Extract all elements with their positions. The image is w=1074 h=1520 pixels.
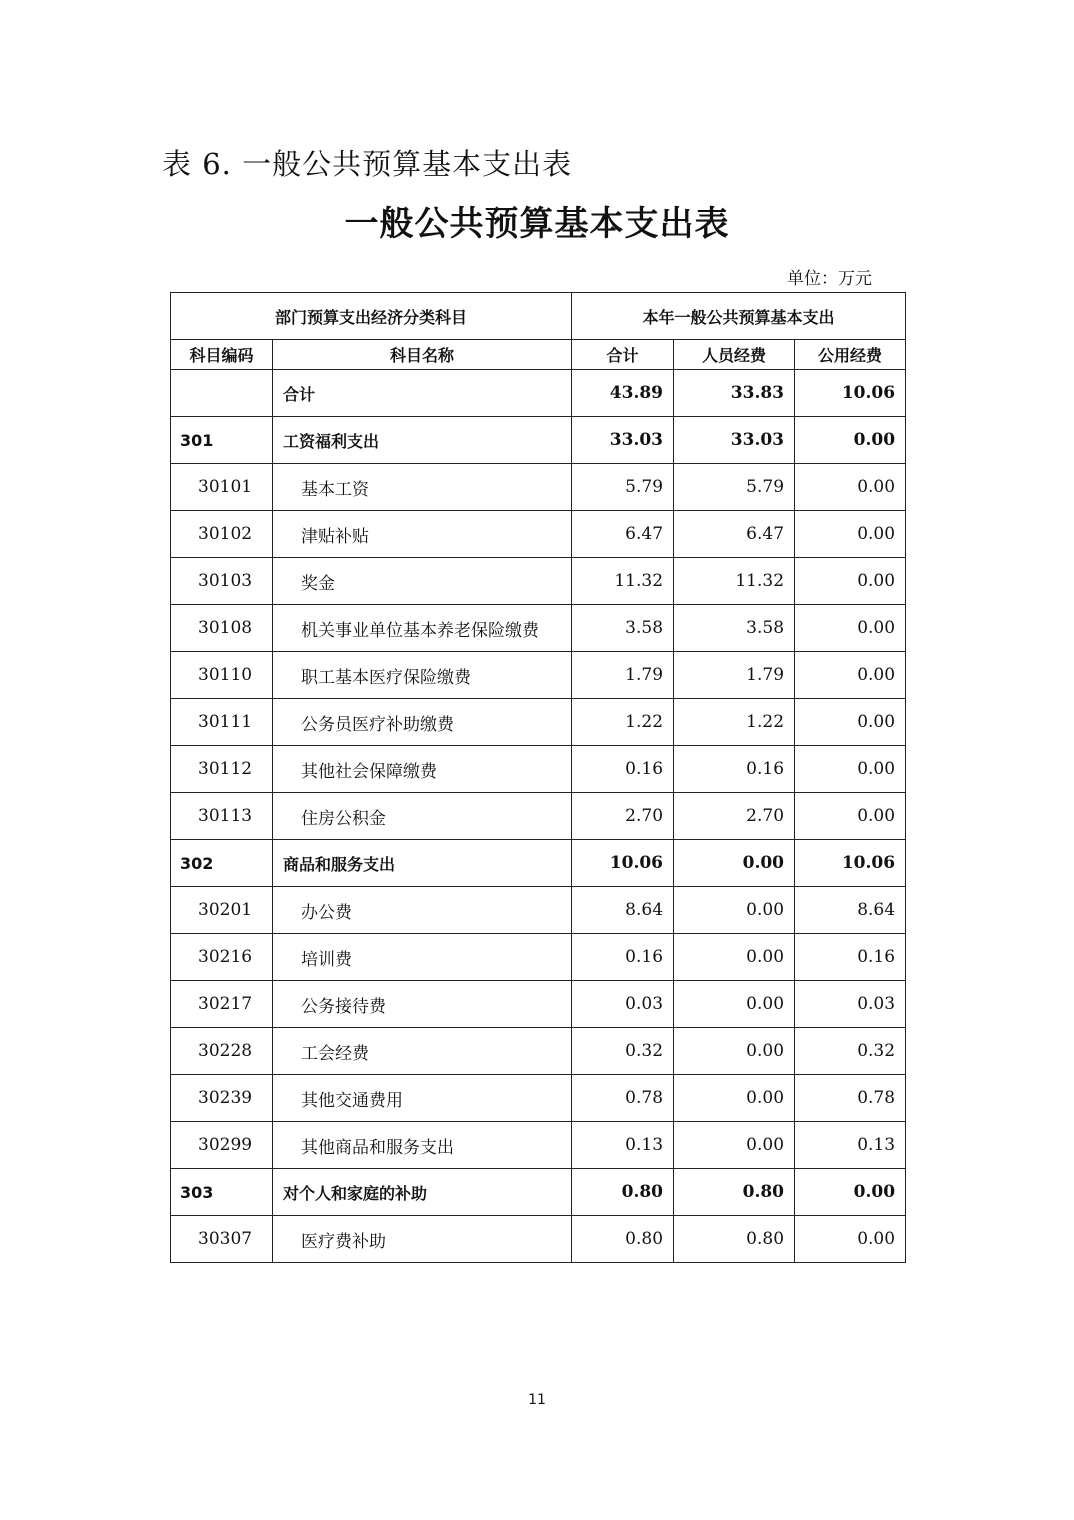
table-row xyxy=(171,1028,906,1075)
row-public: 0.00 xyxy=(795,558,906,605)
table-row xyxy=(171,417,906,464)
row-total: 10.06 xyxy=(572,840,674,887)
row-name: 其他社会保障缴费 xyxy=(273,746,572,793)
row-total: 0.32 xyxy=(572,1028,674,1075)
table-body xyxy=(171,370,906,1263)
row-personnel: 6.47 xyxy=(674,511,795,558)
header-code: 科目编码 xyxy=(171,340,273,370)
row-code: 301 xyxy=(171,417,273,464)
page-title: 一般公共预算基本支出表 xyxy=(344,204,730,244)
row-name: 职工基本医疗保险缴费 xyxy=(273,652,572,699)
row-code: 30113 xyxy=(171,793,273,840)
row-name: 公务接待费 xyxy=(273,981,572,1028)
header-personnel: 人员经费 xyxy=(674,340,795,370)
row-total: 8.64 xyxy=(572,887,674,934)
row-code: 30299 xyxy=(171,1122,273,1169)
row-name: 医疗费补助 xyxy=(273,1216,572,1263)
row-total: 2.70 xyxy=(572,793,674,840)
row-code: 30307 xyxy=(171,1216,273,1263)
row-total: 0.80 xyxy=(572,1216,674,1263)
row-total: 3.58 xyxy=(572,605,674,652)
table-row xyxy=(171,840,906,887)
table-row xyxy=(171,1216,906,1263)
row-personnel: 0.00 xyxy=(674,1122,795,1169)
row-personnel: 0.80 xyxy=(674,1216,795,1263)
row-personnel: 3.58 xyxy=(674,605,795,652)
header-group-right: 本年一般公共预算基本支出 xyxy=(572,293,906,340)
section-heading: 表 6. 一般公共预算基本支出表 xyxy=(162,147,573,181)
table-row xyxy=(171,1075,906,1122)
row-public: 0.00 xyxy=(795,417,906,464)
table-row xyxy=(171,699,906,746)
row-total: 0.13 xyxy=(572,1122,674,1169)
row-personnel: 2.70 xyxy=(674,793,795,840)
row-name: 机关事业单位基本养老保险缴费 xyxy=(273,605,572,652)
budget-table xyxy=(170,292,906,1263)
row-name: 公务员医疗补助缴费 xyxy=(273,699,572,746)
row-personnel: 11.32 xyxy=(674,558,795,605)
table-row xyxy=(171,793,906,840)
row-total: 1.22 xyxy=(572,699,674,746)
row-public: 0.13 xyxy=(795,1122,906,1169)
row-total: 33.03 xyxy=(572,417,674,464)
table-row xyxy=(171,370,906,417)
row-public: 10.06 xyxy=(795,370,906,417)
row-name: 津贴补贴 xyxy=(273,511,572,558)
row-code: 302 xyxy=(171,840,273,887)
row-personnel: 0.00 xyxy=(674,981,795,1028)
row-personnel: 1.22 xyxy=(674,699,795,746)
unit-label: 单位：万元 xyxy=(787,269,872,289)
row-code xyxy=(171,370,273,417)
row-code: 303 xyxy=(171,1169,273,1216)
row-public: 8.64 xyxy=(795,887,906,934)
table-row xyxy=(171,746,906,793)
row-public: 0.78 xyxy=(795,1075,906,1122)
table-row xyxy=(171,652,906,699)
row-name: 培训费 xyxy=(273,934,572,981)
header-public: 公用经费 xyxy=(795,340,906,370)
row-personnel: 0.00 xyxy=(674,887,795,934)
row-code: 30102 xyxy=(171,511,273,558)
row-personnel: 0.00 xyxy=(674,840,795,887)
row-public: 0.00 xyxy=(795,793,906,840)
row-name: 奖金 xyxy=(273,558,572,605)
row-personnel: 1.79 xyxy=(674,652,795,699)
row-public: 0.00 xyxy=(795,464,906,511)
row-public: 0.00 xyxy=(795,746,906,793)
table-row xyxy=(171,1169,906,1216)
row-total: 0.80 xyxy=(572,1169,674,1216)
row-total: 43.89 xyxy=(572,370,674,417)
row-code: 30111 xyxy=(171,699,273,746)
row-code: 30108 xyxy=(171,605,273,652)
row-public: 0.00 xyxy=(795,699,906,746)
row-public: 0.03 xyxy=(795,981,906,1028)
table-row xyxy=(171,887,906,934)
row-total: 11.32 xyxy=(572,558,674,605)
row-public: 0.00 xyxy=(795,605,906,652)
row-code: 30228 xyxy=(171,1028,273,1075)
table-row xyxy=(171,464,906,511)
row-total: 0.03 xyxy=(572,981,674,1028)
table-row xyxy=(171,934,906,981)
row-name: 工资福利支出 xyxy=(273,417,572,464)
row-name: 其他商品和服务支出 xyxy=(273,1122,572,1169)
row-personnel: 0.80 xyxy=(674,1169,795,1216)
row-code: 30239 xyxy=(171,1075,273,1122)
row-code: 30201 xyxy=(171,887,273,934)
row-name: 其他交通费用 xyxy=(273,1075,572,1122)
row-code: 30217 xyxy=(171,981,273,1028)
row-name: 对个人和家庭的补助 xyxy=(273,1169,572,1216)
row-public: 10.06 xyxy=(795,840,906,887)
row-public: 0.32 xyxy=(795,1028,906,1075)
row-name: 办公费 xyxy=(273,887,572,934)
row-total: 6.47 xyxy=(572,511,674,558)
row-public: 0.00 xyxy=(795,1216,906,1263)
row-personnel: 0.00 xyxy=(674,934,795,981)
table-row xyxy=(171,1122,906,1169)
row-code: 30110 xyxy=(171,652,273,699)
row-personnel: 0.00 xyxy=(674,1028,795,1075)
row-name: 住房公积金 xyxy=(273,793,572,840)
row-public: 0.00 xyxy=(795,652,906,699)
row-personnel: 33.03 xyxy=(674,417,795,464)
table-row xyxy=(171,981,906,1028)
row-personnel: 0.16 xyxy=(674,746,795,793)
row-total: 5.79 xyxy=(572,464,674,511)
row-total: 1.79 xyxy=(572,652,674,699)
row-public: 0.00 xyxy=(795,511,906,558)
row-total: 0.16 xyxy=(572,746,674,793)
table-row xyxy=(171,558,906,605)
row-public: 0.16 xyxy=(795,934,906,981)
row-code: 30103 xyxy=(171,558,273,605)
row-code: 30112 xyxy=(171,746,273,793)
table-row xyxy=(171,605,906,652)
row-name: 合计 xyxy=(273,370,572,417)
row-personnel: 0.00 xyxy=(674,1075,795,1122)
header-group-left: 部门预算支出经济分类科目 xyxy=(171,293,572,340)
row-name: 工会经费 xyxy=(273,1028,572,1075)
row-total: 0.78 xyxy=(572,1075,674,1122)
page-number: 11 xyxy=(528,1392,546,1408)
row-code: 30101 xyxy=(171,464,273,511)
row-total: 0.16 xyxy=(572,934,674,981)
header-total: 合计 xyxy=(572,340,674,370)
row-code: 30216 xyxy=(171,934,273,981)
row-personnel: 33.83 xyxy=(674,370,795,417)
row-name: 商品和服务支出 xyxy=(273,840,572,887)
row-public: 0.00 xyxy=(795,1169,906,1216)
header-name: 科目名称 xyxy=(273,340,572,370)
row-name: 基本工资 xyxy=(273,464,572,511)
table-row xyxy=(171,511,906,558)
row-personnel: 5.79 xyxy=(674,464,795,511)
